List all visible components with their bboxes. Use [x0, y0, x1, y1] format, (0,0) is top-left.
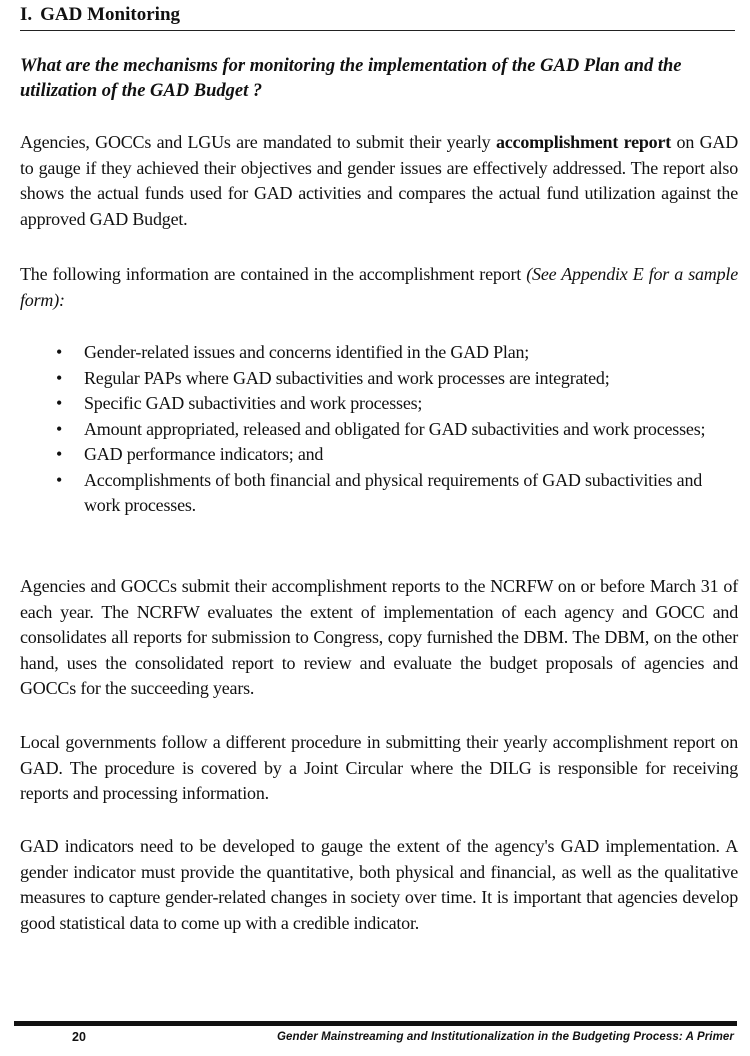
footer-running-title: Gender Mainstreaming and Institutionalization in the Budgeting Process: A Primer [277, 1031, 734, 1043]
list-item-text: Specific GAD subactivities and work processes; [84, 393, 423, 413]
list-item [20, 366, 738, 392]
list-item [20, 340, 738, 366]
paragraph2-text: The following information are contained in the accomplishment report [20, 264, 527, 284]
paragraph1-bold-term: accomplishment report [495, 132, 672, 152]
paragraph-agency-submission: Agencies and GOCCs submit their accomplishment reports to the NCRFW on or before March 31 of each year. The NCRFW evaluates the extent of implementation of each agency and GOCC and consolidates all reports for submission to Congress, copy furnished the DBM. The DBM, on the other hand, uses the consolidated report to review and evaluate the budget proposals of agencies and GOCCs for the succeeding years. [20, 576, 738, 698]
footer-divider [14, 1021, 737, 1026]
bullet-icon: • [55, 418, 63, 439]
list-item [20, 417, 738, 443]
appendix-reference: (See Appendix E for a sample form): [20, 264, 738, 310]
list-item [20, 442, 738, 468]
section-number: I. [20, 4, 33, 25]
paragraph-information-contained [20, 262, 738, 313]
bullet-icon: • [55, 342, 63, 362]
list-item [20, 391, 738, 417]
list-item-text: Accomplishments of both financial and physical requirements of GAD subactivities and work processes. [84, 469, 703, 515]
paragraph-gad-indicators: GAD indicators need to be developed to gauge the extent of the agency's GAD implementation. A gender indicator must provide the quantitative, both physical and financial, as well as the qualitative measures to capture gender-related changes in society over time. It is important that agencies develop good statistical data to come up with a credible indicator. [20, 836, 738, 933]
paragraph-local-governments: Local governments follow a different procedure in submitting their yearly accomplishment report on GAD. The procedure is covered by a Joint Circular where the DILG is responsible for receiving reports and processing information. [20, 732, 738, 803]
section-title: GAD Monitoring [40, 4, 181, 25]
list-item-text: Gender-related issues and concerns identified in the GAD Plan; [84, 342, 530, 362]
list-item-text: GAD performance indicators; and [84, 444, 324, 464]
paragraph-accomplishment-report [20, 130, 738, 232]
list-item [20, 468, 738, 519]
report-contents-list [20, 340, 738, 519]
bullet-icon: • [55, 393, 63, 413]
list-item-text: Regular PAPs where GAD subactivities and work processes are integrated; [84, 367, 610, 388]
bullet-icon: • [55, 367, 63, 388]
section-heading [20, 2, 735, 31]
bullet-icon: • [55, 444, 63, 464]
paragraph1-text-end: on GAD to gauge if they achieved their objectives and gender issues are effectively addressed. The report also shows the actual funds used for GAD activities and compares the actual fund utilization against the approved GAD Budget. [20, 132, 739, 229]
question-heading: What are the mechanisms for monitoring the implementation of the GAD Plan and the utilization of the GAD Budget ? [20, 56, 682, 101]
page-number: 20 [72, 1030, 86, 1044]
bullet-icon: • [55, 469, 63, 490]
paragraph1-text-start: Agencies, GOCCs and LGUs are mandated to submit their yearly [20, 132, 496, 152]
list-item-text: Amount appropriated, released and obligated for GAD subactivities and work processes; [84, 418, 706, 439]
